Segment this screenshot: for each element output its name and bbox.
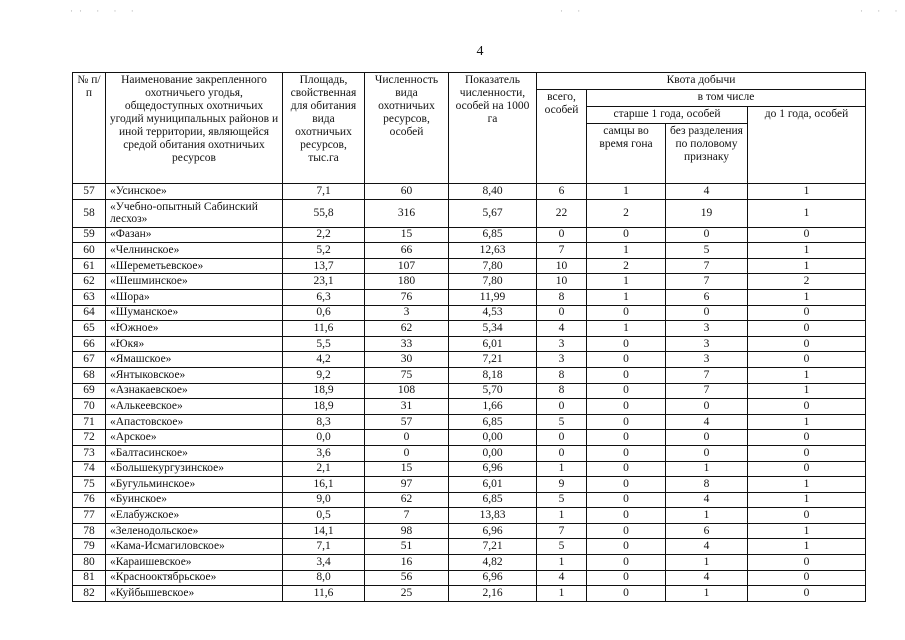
row-nosex: 0	[666, 227, 748, 243]
row-area: 8,0	[283, 570, 365, 586]
row-nosex: 19	[666, 199, 748, 227]
row-young: 1	[748, 258, 866, 274]
row-total: 4	[537, 570, 587, 586]
row-nosex: 1	[666, 508, 748, 524]
row-young: 0	[748, 555, 866, 571]
row-name: «Буинское»	[106, 492, 283, 508]
row-density: 7,21	[449, 539, 537, 555]
row-males: 0	[587, 352, 666, 368]
row-males: 2	[587, 258, 666, 274]
table-row	[73, 336, 866, 352]
row-total: 1	[537, 555, 587, 571]
row-nosex: 4	[666, 570, 748, 586]
row-young: 0	[748, 461, 866, 477]
row-nosex: 4	[666, 539, 748, 555]
row-young: 0	[748, 305, 866, 321]
table-row	[73, 243, 866, 259]
row-number: 81	[73, 570, 106, 586]
row-males: 0	[587, 477, 666, 493]
row-population: 57	[365, 414, 449, 430]
header-name: Наименование закрепленного охотничьего угодья, общедоступных охотничьих угодий муниципальных районов и иной территории, являющейся средой обитания охотничьих ресурсов	[106, 73, 283, 184]
row-population: 97	[365, 477, 449, 493]
row-name: «Шуманское»	[106, 305, 283, 321]
row-number: 80	[73, 555, 106, 571]
row-young: 1	[748, 539, 866, 555]
row-population: 62	[365, 492, 449, 508]
row-population: 108	[365, 383, 449, 399]
row-population: 60	[365, 184, 449, 200]
row-nosex: 8	[666, 477, 748, 493]
table-row	[73, 305, 866, 321]
row-density: 13,83	[449, 508, 537, 524]
row-number: 78	[73, 523, 106, 539]
row-density: 6,96	[449, 461, 537, 477]
row-total: 3	[537, 336, 587, 352]
row-total: 4	[537, 321, 587, 337]
row-density: 5,67	[449, 199, 537, 227]
row-name: «Шора»	[106, 289, 283, 305]
row-number: 68	[73, 367, 106, 383]
row-total: 1	[537, 508, 587, 524]
row-total: 1	[537, 586, 587, 602]
header-quota: Квота добычи	[537, 73, 866, 90]
row-area: 6,3	[283, 289, 365, 305]
row-young: 1	[748, 414, 866, 430]
table-row	[73, 352, 866, 368]
row-density: 4,82	[449, 555, 537, 571]
row-population: 7	[365, 508, 449, 524]
row-nosex: 3	[666, 352, 748, 368]
row-population: 56	[365, 570, 449, 586]
row-young: 0	[748, 508, 866, 524]
row-number: 79	[73, 539, 106, 555]
row-males: 0	[587, 570, 666, 586]
row-males: 0	[587, 523, 666, 539]
row-males: 0	[587, 399, 666, 415]
row-nosex: 0	[666, 445, 748, 461]
row-young: 1	[748, 383, 866, 399]
row-number: 58	[73, 199, 106, 227]
row-number: 63	[73, 289, 106, 305]
row-nosex: 6	[666, 523, 748, 539]
row-area: 11,6	[283, 586, 365, 602]
table-row	[73, 539, 866, 555]
row-young: 0	[748, 445, 866, 461]
row-males: 0	[587, 539, 666, 555]
row-area: 2,1	[283, 461, 365, 477]
row-total: 10	[537, 258, 587, 274]
row-name: «Янтыковское»	[106, 367, 283, 383]
row-population: 66	[365, 243, 449, 259]
row-males: 0	[587, 555, 666, 571]
table-row	[73, 274, 866, 290]
row-total: 1	[537, 461, 587, 477]
row-young: 1	[748, 492, 866, 508]
row-name: «Балтасинское»	[106, 445, 283, 461]
row-total: 0	[537, 399, 587, 415]
row-density: 6,85	[449, 492, 537, 508]
row-nosex: 1	[666, 461, 748, 477]
row-males: 0	[587, 508, 666, 524]
row-area: 7,1	[283, 539, 365, 555]
row-number: 73	[73, 445, 106, 461]
row-area: 0,6	[283, 305, 365, 321]
row-total: 7	[537, 243, 587, 259]
row-nosex: 3	[666, 336, 748, 352]
row-area: 3,4	[283, 555, 365, 571]
row-nosex: 4	[666, 184, 748, 200]
row-males: 0	[587, 492, 666, 508]
row-males: 2	[587, 199, 666, 227]
table-row	[73, 399, 866, 415]
table-row	[73, 258, 866, 274]
table-row	[73, 586, 866, 602]
row-population: 51	[365, 539, 449, 555]
table-header	[73, 73, 866, 184]
row-young: 0	[748, 570, 866, 586]
table-row	[73, 477, 866, 493]
header-density: Показатель численности, особей на 1000 га	[449, 73, 537, 184]
row-total: 22	[537, 199, 587, 227]
header-nosex: без разделения по половому признаку	[666, 124, 748, 184]
row-name: «Усинское»	[106, 184, 283, 200]
table-row	[73, 461, 866, 477]
row-number: 64	[73, 305, 106, 321]
row-population: 76	[365, 289, 449, 305]
row-nosex: 7	[666, 274, 748, 290]
header-population: Численность вида охотничьих ресурсов, особей	[365, 73, 449, 184]
row-density: 8,18	[449, 367, 537, 383]
header-total: всего, особей	[537, 90, 587, 184]
table-row	[73, 184, 866, 200]
table-row	[73, 227, 866, 243]
row-number: 66	[73, 336, 106, 352]
row-number: 61	[73, 258, 106, 274]
row-name: «Шешминское»	[106, 274, 283, 290]
row-number: 59	[73, 227, 106, 243]
row-density: 5,34	[449, 321, 537, 337]
row-number: 70	[73, 399, 106, 415]
row-young: 0	[748, 430, 866, 446]
row-number: 65	[73, 321, 106, 337]
header-younger: до 1 года, особей	[748, 107, 866, 184]
table-row	[73, 289, 866, 305]
row-name: «Апастовское»	[106, 414, 283, 430]
row-population: 15	[365, 461, 449, 477]
header-including: в том числе	[587, 90, 866, 107]
header-num: № п/п	[73, 73, 106, 184]
row-males: 1	[587, 243, 666, 259]
row-number: 69	[73, 383, 106, 399]
row-males: 0	[587, 586, 666, 602]
row-nosex: 0	[666, 399, 748, 415]
row-density: 6,96	[449, 570, 537, 586]
quota-table	[72, 72, 866, 602]
row-total: 0	[537, 430, 587, 446]
row-nosex: 6	[666, 289, 748, 305]
row-total: 5	[537, 414, 587, 430]
row-density: 8,40	[449, 184, 537, 200]
row-nosex: 7	[666, 258, 748, 274]
row-total: 5	[537, 539, 587, 555]
table-row	[73, 383, 866, 399]
row-population: 0	[365, 430, 449, 446]
table-row	[73, 445, 866, 461]
row-density: 1,66	[449, 399, 537, 415]
row-nosex: 1	[666, 555, 748, 571]
row-number: 67	[73, 352, 106, 368]
row-area: 23,1	[283, 274, 365, 290]
row-density: 6,96	[449, 523, 537, 539]
row-area: 4,2	[283, 352, 365, 368]
row-population: 3	[365, 305, 449, 321]
row-total: 8	[537, 383, 587, 399]
row-nosex: 3	[666, 321, 748, 337]
row-density: 4,53	[449, 305, 537, 321]
header-older: старше 1 года, особей	[587, 107, 748, 124]
row-number: 76	[73, 492, 106, 508]
row-males: 0	[587, 414, 666, 430]
row-nosex: 4	[666, 414, 748, 430]
row-area: 18,9	[283, 399, 365, 415]
row-area: 7,1	[283, 184, 365, 200]
row-males: 0	[587, 461, 666, 477]
row-population: 15	[365, 227, 449, 243]
row-number: 82	[73, 586, 106, 602]
row-name: «Арское»	[106, 430, 283, 446]
row-population: 30	[365, 352, 449, 368]
row-total: 6	[537, 184, 587, 200]
table-row	[73, 508, 866, 524]
scan-artifact: · · ·	[860, 6, 904, 16]
row-nosex: 4	[666, 492, 748, 508]
table-row	[73, 321, 866, 337]
row-name: «Зеленодольское»	[106, 523, 283, 539]
row-name: «Большекургузинское»	[106, 461, 283, 477]
row-males: 0	[587, 445, 666, 461]
row-density: 7,80	[449, 274, 537, 290]
row-males: 1	[587, 274, 666, 290]
row-young: 0	[748, 321, 866, 337]
row-nosex: 5	[666, 243, 748, 259]
table-row	[73, 492, 866, 508]
row-density: 6,85	[449, 227, 537, 243]
row-area: 18,9	[283, 383, 365, 399]
row-males: 0	[587, 305, 666, 321]
row-name: «Челнинское»	[106, 243, 283, 259]
row-area: 9,2	[283, 367, 365, 383]
row-number: 57	[73, 184, 106, 200]
row-name: «Южное»	[106, 321, 283, 337]
row-total: 8	[537, 289, 587, 305]
row-number: 77	[73, 508, 106, 524]
row-population: 316	[365, 199, 449, 227]
row-name: «Ямашское»	[106, 352, 283, 368]
row-nosex: 1	[666, 586, 748, 602]
row-population: 33	[365, 336, 449, 352]
row-area: 5,5	[283, 336, 365, 352]
row-name: «Азнакаевское»	[106, 383, 283, 399]
row-total: 0	[537, 305, 587, 321]
row-density: 6,01	[449, 336, 537, 352]
row-population: 31	[365, 399, 449, 415]
row-young: 1	[748, 367, 866, 383]
row-total: 0	[537, 445, 587, 461]
row-number: 60	[73, 243, 106, 259]
header-area: Площадь, свойственная для обитания вида охотничьих ресурсов, тыс.га	[283, 73, 365, 184]
row-nosex: 7	[666, 383, 748, 399]
row-density: 6,85	[449, 414, 537, 430]
row-number: 71	[73, 414, 106, 430]
row-name: «Краснооктябрьское»	[106, 570, 283, 586]
row-name: «Юкя»	[106, 336, 283, 352]
table-row	[73, 570, 866, 586]
row-name: «Караишевское»	[106, 555, 283, 571]
row-area: 0,0	[283, 430, 365, 446]
row-density: 11,99	[449, 289, 537, 305]
row-number: 75	[73, 477, 106, 493]
row-population: 75	[365, 367, 449, 383]
header-males: самцы во время гона	[587, 124, 666, 184]
row-total: 0	[537, 227, 587, 243]
row-area: 2,2	[283, 227, 365, 243]
row-young: 2	[748, 274, 866, 290]
row-area: 0,5	[283, 508, 365, 524]
table-row	[73, 430, 866, 446]
row-number: 62	[73, 274, 106, 290]
row-total: 5	[537, 492, 587, 508]
row-name: «Алькеевское»	[106, 399, 283, 415]
row-density: 7,80	[449, 258, 537, 274]
row-area: 11,6	[283, 321, 365, 337]
row-area: 16,1	[283, 477, 365, 493]
row-area: 55,8	[283, 199, 365, 227]
row-males: 0	[587, 336, 666, 352]
table-row	[73, 199, 866, 227]
row-population: 62	[365, 321, 449, 337]
row-density: 5,70	[449, 383, 537, 399]
row-young: 1	[748, 184, 866, 200]
table-row	[73, 414, 866, 430]
row-total: 7	[537, 523, 587, 539]
row-number: 72	[73, 430, 106, 446]
row-density: 2,16	[449, 586, 537, 602]
row-name: «Бугульминское»	[106, 477, 283, 493]
row-total: 9	[537, 477, 587, 493]
row-young: 0	[748, 352, 866, 368]
row-density: 0,00	[449, 430, 537, 446]
row-area: 14,1	[283, 523, 365, 539]
row-area: 13,7	[283, 258, 365, 274]
row-males: 0	[587, 430, 666, 446]
row-young: 1	[748, 477, 866, 493]
row-name: «Елабужское»	[106, 508, 283, 524]
row-nosex: 0	[666, 305, 748, 321]
row-total: 10	[537, 274, 587, 290]
row-males: 1	[587, 321, 666, 337]
scan-artifact: ·· · · ·	[70, 6, 140, 16]
row-males: 1	[587, 289, 666, 305]
row-young: 1	[748, 199, 866, 227]
row-area: 9,0	[283, 492, 365, 508]
row-males: 0	[587, 227, 666, 243]
table-row	[73, 523, 866, 539]
row-young: 1	[748, 289, 866, 305]
row-total: 8	[537, 367, 587, 383]
row-density: 12,63	[449, 243, 537, 259]
row-young: 0	[748, 227, 866, 243]
row-name: «Учебно-опытный Сабинский лесхоз»	[106, 199, 283, 227]
row-population: 25	[365, 586, 449, 602]
row-number: 74	[73, 461, 106, 477]
row-density: 7,21	[449, 352, 537, 368]
row-density: 0,00	[449, 445, 537, 461]
table-row	[73, 555, 866, 571]
row-nosex: 7	[666, 367, 748, 383]
row-population: 16	[365, 555, 449, 571]
row-population: 107	[365, 258, 449, 274]
row-nosex: 0	[666, 430, 748, 446]
row-males: 1	[587, 184, 666, 200]
table-row	[73, 367, 866, 383]
row-name: «Куйбышевское»	[106, 586, 283, 602]
row-males: 0	[587, 367, 666, 383]
table-body	[73, 184, 866, 602]
row-young: 0	[748, 399, 866, 415]
row-total: 3	[537, 352, 587, 368]
scan-artifact: · ·	[560, 6, 587, 16]
row-young: 1	[748, 243, 866, 259]
row-area: 5,2	[283, 243, 365, 259]
row-young: 0	[748, 586, 866, 602]
page-number: 4	[476, 44, 484, 59]
row-area: 3,6	[283, 445, 365, 461]
row-name: «Фазан»	[106, 227, 283, 243]
row-young: 0	[748, 336, 866, 352]
row-area: 8,3	[283, 414, 365, 430]
row-population: 0	[365, 445, 449, 461]
row-young: 1	[748, 523, 866, 539]
row-density: 6,01	[449, 477, 537, 493]
row-males: 0	[587, 383, 666, 399]
row-population: 180	[365, 274, 449, 290]
row-population: 98	[365, 523, 449, 539]
row-name: «Кама-Исмагиловское»	[106, 539, 283, 555]
row-name: «Шереметьевское»	[106, 258, 283, 274]
